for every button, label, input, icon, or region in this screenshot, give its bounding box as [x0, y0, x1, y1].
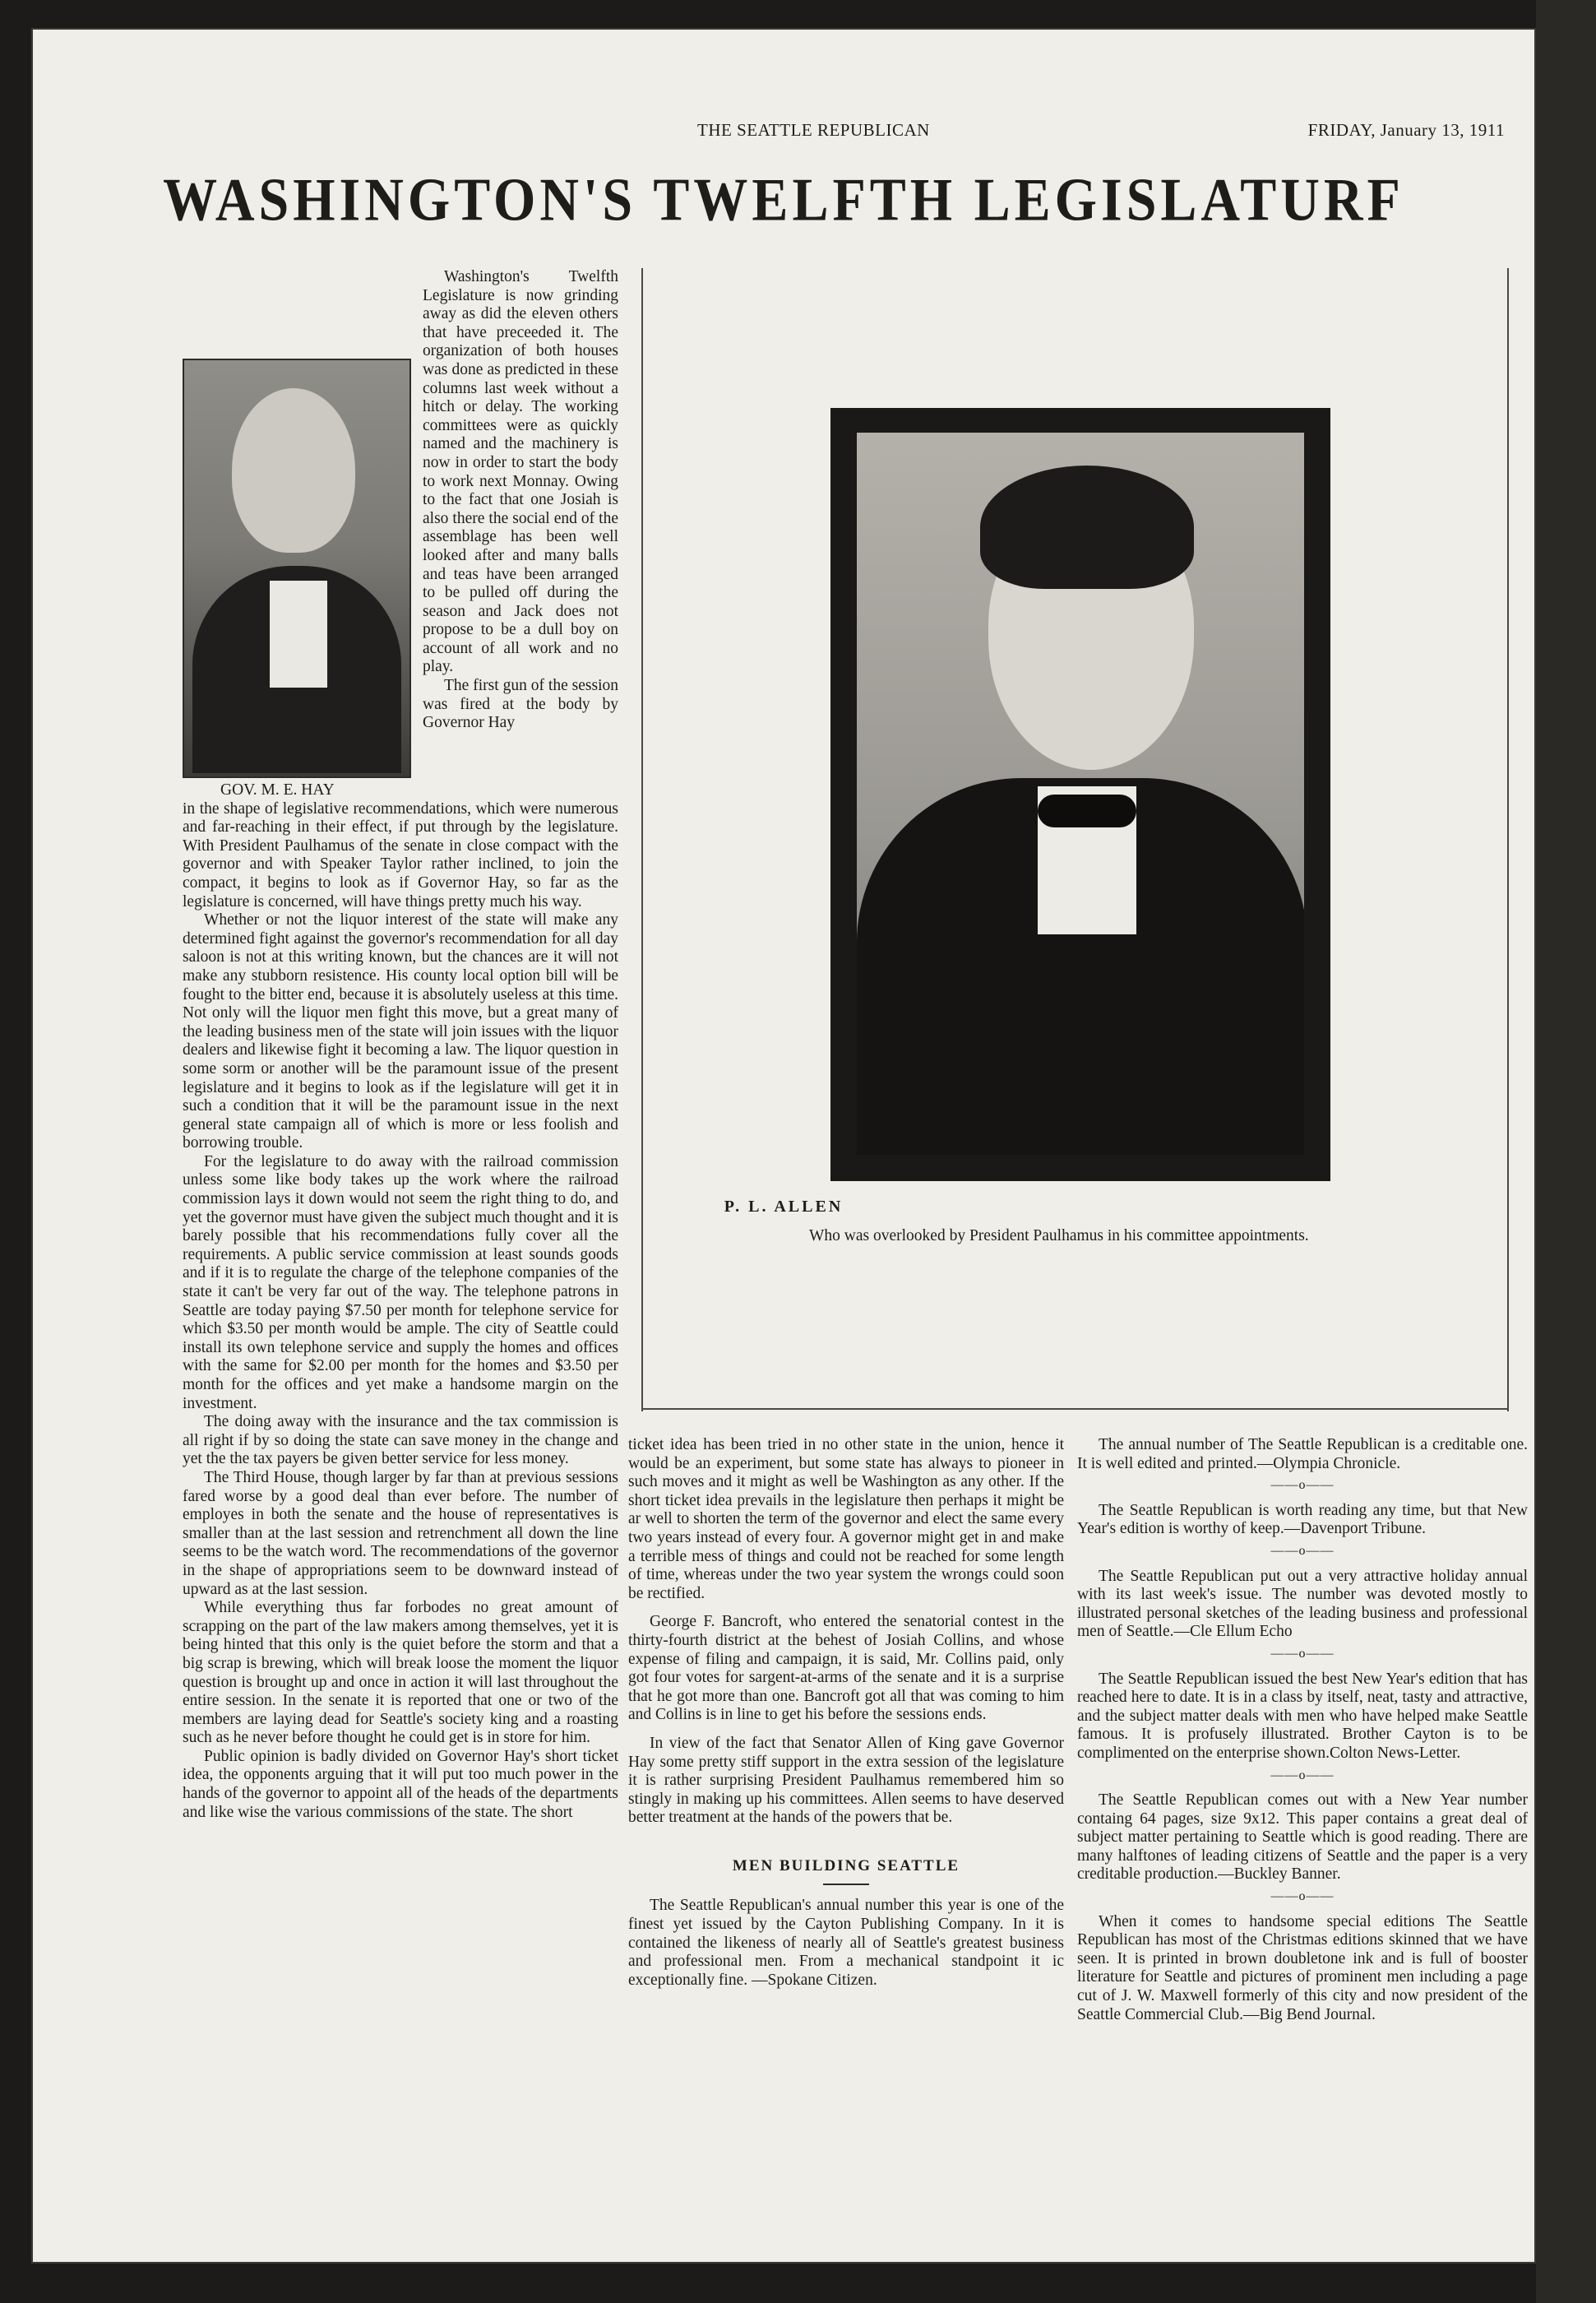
paragraph: ticket idea has been tried in no other state in the union, hence it would be an experiment, but some state has always to pioneer in such moves and it might as well be Washington as any other. If the short ticket idea prevails in the legislature then perhaps it might be ar well to shorten the term of the governor and elect the same every two years instead of every four. A governor might get in and make a terrible mess of things and could not be reached for some length of time, whereas under the two year system the wrongs could soon be rectified. — [628, 1436, 1064, 1602]
portrait-hair — [980, 466, 1194, 589]
portrait-gov-hay — [183, 359, 411, 778]
bow-tie — [1038, 795, 1136, 827]
paragraph: The doing away with the insurance and the tax commission is all right if by so doing the state can save money in the change and yet the the tax payers be given better service for less money. — [183, 1413, 618, 1468]
article-column-2 — [628, 1436, 1064, 1990]
separator: ——o—— — [1270, 1646, 1335, 1661]
separator: ——o—— — [1270, 1543, 1335, 1558]
portrait-head — [232, 388, 355, 553]
paragraph: in the shape of legislative recommendations, which were numerous and far-reaching in their effect, if put through by the legislature. With President Paulhamus of the senate in close compact with the governor and with Speaker Taylor rather inclined, to join the compact, it begins to look as if Governor Hay, so far as the legislature is concerned, will have things pretty much his way. — [183, 799, 618, 911]
column-divider — [1507, 268, 1509, 1411]
adjacent-page-strip — [1536, 0, 1596, 2303]
article-column-1 — [183, 268, 618, 1822]
newspaper-page — [31, 28, 1536, 2264]
photo-box-bottom-rule — [641, 1408, 1507, 1410]
press-notice: The annual number of The Seattle Republican is a creditable one. It is well edited and printed.—Olympia Chronicle. — [1077, 1436, 1528, 1472]
press-notice: The Seattle Republican is worth reading any time, but that New Year's edition is worthy of keep.—Davenport Tribune. — [1077, 1501, 1528, 1538]
photo-caption-description: Who was overlooked by President Paulhamus in his committee appointments. — [809, 1227, 1309, 1244]
press-notice: The Seattle Republican comes out with a New Year number containg 64 pages, size 9x12. This paper contains a great deal of subject matter pertaining to Seattle which is good reading. There are many halftones of leading citizens of Seattle and the paper is a very creditable production.—Buckley Banner. — [1077, 1791, 1528, 1884]
separator: ——o—— — [1270, 1889, 1335, 1904]
press-notice: When it comes to handsome special editions The Seattle Republican has most of the Christmas editions skinned that we have seen. It is printed in brown doubletone ink and is full of booster literature for Seattle and pictures of prominent men including a page cut of J. W. Maxwell formerly of this city and now president of the Seattle Commercial Club.—Big Bend Journal. — [1077, 1912, 1528, 2023]
photo-caption-hay — [183, 781, 618, 800]
section-heading: MEN BUILDING SEATTLE — [732, 1856, 960, 1874]
masthead — [31, 120, 1536, 153]
section-rule — [823, 1884, 869, 1885]
paragraph: For the legislature to do away with the railroad commission unless some like body takes up the work where the railroad commission lays it down would not seem the right thing to do, and yet the governor must have given the subject much thought and it is barely possible that his recommendations fully cover all the requirements. A public service commission at least sounds goods and if it is to regulate the charge of the telephone companies of the state it can't be very far out of the way. The telephone patrons in Seattle are today paying $7.50 per month for telephone service for which $3.50 per month would be ample. The city of Seattle could install its own telephone service and supply the homes and offices with the same for $2.00 per month for the homes and $3.50 per month for the offices and yet make a handsome margin on the investment. — [183, 1152, 618, 1412]
portrait-frame — [857, 433, 1304, 1155]
paragraph: The Third House, though larger by far than at previous sessions fared worse by a good deal than ever before. The number of employes in both the senate and the house of representatives is smaller than at the last session and retrenchment all down the line seems to be the watch word. The recommendations of the governor in the shape of appropriations seem to be downward instead of upward as at the last session. — [183, 1468, 618, 1598]
column-divider — [641, 268, 643, 1411]
press-notices-column — [1077, 1436, 1528, 2024]
photo-caption-name: P. L. ALLEN — [724, 1198, 844, 1216]
paragraph: Washington's Twelfth Legislature is now grinding away as did the eleven others that have preceeded it. The organization of both houses was done as predicted in these columns last week without a hitch or delay. The working committees were as quickly named and the machinery is now in order to start the body to work next Monnay. Owing to the fact that one Josiah is also there the social end of the assemblage has been well looked after and many balls and teas have been arranged to be pulled off during the season and Jack does not propose to be a dull boy on account of all work and no play. — [423, 268, 618, 676]
portrait-p-l-allen — [830, 408, 1330, 1181]
portrait-shirt — [270, 581, 327, 688]
paragraph: The first gun of the session was fired at the body by Governor Hay — [423, 677, 618, 732]
paragraph: Public opinion is badly divided on Governor Hay's short ticket idea, the opponents arguing that it will put too much power in the hands of the governor to appoint all of the heads of the departments and like wise the various commissions of the state. The short — [183, 1747, 618, 1821]
paragraph: In view of the fact that Senator Allen of King gave Governor Hay some pretty stiff support in the extra session of the legislature it is rather surprising President Paulhamus remembered him so stingly in making up his committees. Allen seems to have deserved better treatment at the hands of the powers that be. — [628, 1734, 1064, 1827]
paragraph: While everything thus far forbodes no great amount of scrapping on the part of the law makers among themselves, yet it is being hinted that this only is the quiet before the storm and that a big scrap is brewing, which will break loose the moment the liquor question is brought up and once in action it will last throughout the entire session. In the senate it is reported that one or two of the members are laying dead for Seattle's society king and a roasting such as he never before thought he could get is in store for him. — [183, 1599, 618, 1747]
press-notice: The Seattle Republican issued the best New Year's edition that has reached here to date. It is in a class by itself, neat, tasty and attractive, and the subject matter deals with men who have helped make Seattle famous. It is profusely illustrated. Brother Cayton is to be complimented on the enterprise shown.Colton News-Letter. — [1077, 1670, 1528, 1762]
separator: ——o—— — [1270, 1768, 1335, 1782]
headline: WASHINGTON'S TWELFTH LEGISLATURF — [163, 166, 1404, 234]
paragraph: Whether or not the liquor interest of the state will make any determined fight against the governor's recommendation for all day saloon is not at this writing known, but the chances are it will not make any stubborn resistence. His county local option bill will be fought to the bitter end, because it is absolutely useless at this time. Not only will the liquor men fight this move, but a great many of the leading business men of the state will join issues with the liquor dealers and likewise fight it becoming a law. The liquor question in some sorm or another will be the paramount issue of the present legislature and it begins to look as if the legislature will get it in such a condition that it will be the paramount issue in the next general state campaign all of which is more or less foolish and borrowing trouble. — [183, 911, 618, 1152]
caption-text: GOV. M. E. HAY — [220, 781, 335, 799]
paragraph: George F. Bancroft, who entered the senatorial contest in the thirty-fourth district at the behest of Josiah Collins, and whose expense of filing and campaign, it is said, Mr. Collins paid, only got four votes for sargent-at-arms of the senate and it is a surprise that he got more than one. Bancroft got all that was coming to him and Collins is in line to get his before the sessions ends. — [628, 1613, 1064, 1724]
paragraph: The Seattle Republican's annual number this year is one of the finest yet issued by the Cayton Publishing Company. In it is contained the likeness of nearly all of Seattle's greatest business and professional men. From a mechanical standpoint it ic exceptionally fine. —Spokane Citizen. — [628, 1897, 1064, 1989]
paper-name: THE SEATTLE REPUBLICAN — [697, 120, 930, 140]
issue-date: FRIDAY, January 13, 1911 — [1307, 120, 1505, 140]
press-notice: The Seattle Republican put out a very attractive holiday annual with its last week's issue. The number was devoted mostly to illustrated personal sketches of the leading business and professional men of Seattle.—Cle Ellum Echo — [1077, 1567, 1528, 1641]
separator: ——o—— — [1270, 1478, 1335, 1493]
